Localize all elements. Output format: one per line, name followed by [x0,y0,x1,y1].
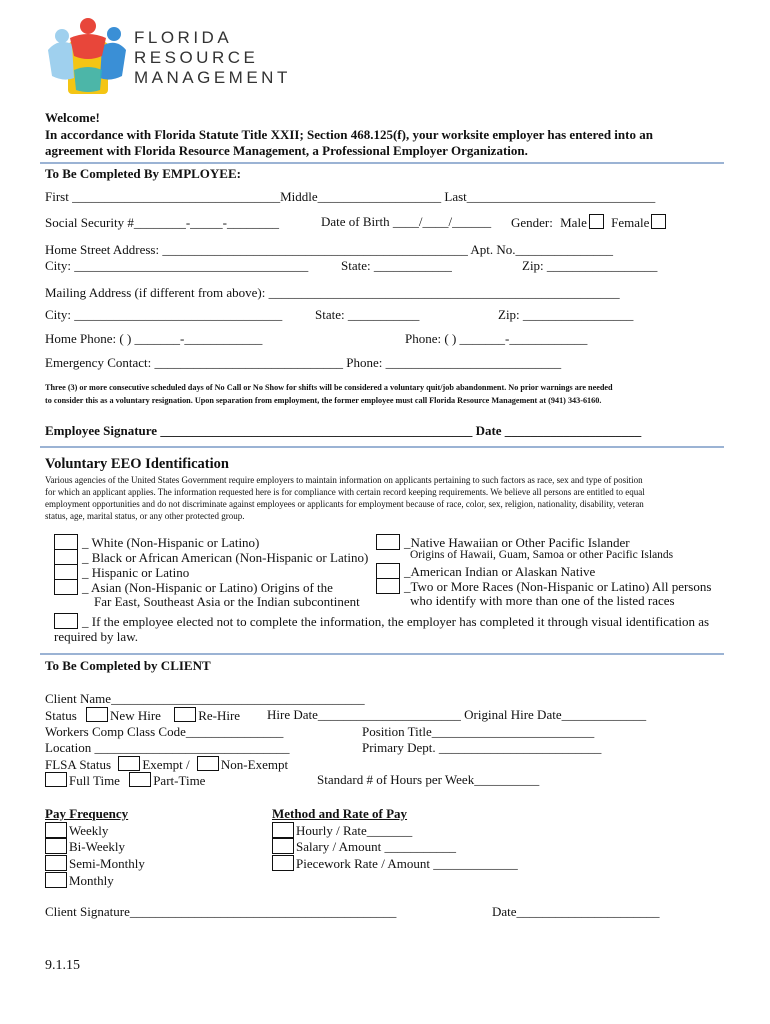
statement-line-1: In accordance with Florida Statute Title XXII; Section 468.125(f), your worksite employer has entered into an [45,127,653,142]
welcome-text: Welcome! [45,110,100,125]
biweekly-checkbox[interactable] [45,838,67,854]
weekly-checkbox[interactable] [45,822,67,838]
visual-id-checkbox[interactable] [54,613,78,629]
non-exempt-checkbox[interactable] [197,756,219,771]
rehire-label: Re-Hire [198,708,241,723]
hawaiian-label: _Native Hawaiian or Other Pacific Islander [404,535,630,550]
status-label: Status [45,708,77,723]
logo-line-1: FLORIDA [134,28,233,47]
position-title-field[interactable]: Position Title_________________________ [362,724,595,739]
ssn-field[interactable]: Social Security #________-_____-________ [45,215,279,230]
male-checkbox[interactable] [589,214,604,229]
semimonthly-checkbox[interactable] [45,855,67,871]
status-row [45,707,240,724]
two-or-more-checkbox[interactable] [376,578,400,594]
pay-frequency-heading: Pay Frequency [45,806,129,821]
visual-id-label: _ If the employee elected not to complete the information, the employer has completed it through visual identification as [82,614,710,629]
name-row[interactable]: First ________________________________Middle___________________ Last_____________________________ [45,189,656,204]
divider [40,653,724,655]
hispanic-label: _ Hispanic or Latino [82,565,190,580]
hourly-label: Hourly / Rate_______ [296,823,413,838]
eeo-paragraph-line-1: Various agencies of the United States Government require employers to maintain information on applicants pertaining to such factors as race, sex and type of position [45,475,643,485]
emergency-contact-field[interactable]: Emergency Contact: _____________________________ Phone: ___________________________ [45,355,562,370]
home-street-field[interactable]: Home Street Address: _______________________________________________ Apt. No._______________ [45,242,614,257]
piecework-checkbox[interactable] [272,855,294,871]
two-or-more-label-cont: who identify with more than one of the listed races [410,593,675,608]
pay-piecework [272,855,518,872]
visual-id-label-cont: required by law. [54,629,138,644]
employment-type-row [45,772,205,789]
part-time-checkbox[interactable] [129,772,151,787]
female-label: Female [611,215,650,230]
eeo-paragraph-line-2: for which an applicant applies. The information requested here is for compliance with certain record keeping requirements. We believe all persons are entitled to equal [45,487,645,497]
employee-section-heading: To Be Completed By EMPLOYEE: [45,166,241,181]
zip-field[interactable]: Zip: _________________ [522,258,658,273]
mailing-zip-field[interactable]: Zip: _________________ [498,307,634,322]
hawaiian-label-cont: Origins of Hawaii, Guam, Samoa or other Pacific Islands [410,549,674,561]
full-time-checkbox[interactable] [45,772,67,787]
non-exempt-label: Non-Exempt [220,757,289,772]
salary-label: Salary / Amount ___________ [296,839,456,854]
new-hire-checkbox[interactable] [86,707,108,722]
asian-label: _ Asian (Non-Hispanic or Latino) Origins of the [82,580,333,595]
employee-signature-field[interactable]: Employee Signature ________________________________________________ Date _____________________ [45,423,642,438]
statement-line-2: agreement with Florida Resource Management, a Professional Employer Organization. [45,143,528,158]
biweekly-label: Bi-Weekly [69,839,125,854]
state-field[interactable]: State: ____________ [341,258,452,273]
hispanic-checkbox[interactable] [54,564,78,580]
male-label: Male [560,215,587,230]
weekly-label: Weekly [69,823,109,838]
company-logo [44,16,291,96]
hawaiian-checkbox[interactable] [376,534,400,550]
gender-label: Gender: [511,215,553,230]
client-date-field[interactable]: Date______________________ [492,904,660,919]
dob-field[interactable]: Date of Birth ____/____/______ [321,214,492,229]
standard-hours-field[interactable]: Standard # of Hours per Week__________ [317,772,540,787]
native-label: _American Indian or Alaskan Native [404,564,596,579]
divider [40,162,724,164]
white-checkbox[interactable] [54,534,78,550]
hourly-checkbox[interactable] [272,822,294,838]
piecework-label: Piecework Rate / Amount _____________ [296,856,518,871]
client-name-field[interactable]: Client Name_______________________________________ [45,691,365,706]
full-time-label: Full Time [69,773,120,788]
black-checkbox[interactable] [54,549,78,565]
native-checkbox[interactable] [376,563,400,579]
workers-comp-field[interactable]: Workers Comp Class Code_______________ [45,724,284,739]
new-hire-label: New Hire [110,708,161,723]
monthly-checkbox[interactable] [45,872,67,888]
city-field[interactable]: City: ____________________________________ [45,258,309,273]
asian-label-cont: Far East, Southeast Asia or the Indian subcontinent [94,594,360,609]
eeo-heading: Voluntary EEO Identification [45,456,229,472]
eeo-paragraph-line-4: status, age, marital status, or any other protected group. [45,511,245,521]
primary-dept-field[interactable]: Primary Dept. _________________________ [362,740,602,755]
gender-group [511,214,668,231]
no-show-notice-line-1: Three (3) or more consecutive scheduled days of No Call or No Show for shifts will be considered a voluntary quit/job abandonment. No prior warnings are needed [45,383,613,392]
phone-field[interactable]: Phone: ( ) _______-____________ [405,331,588,346]
location-field[interactable]: Location ______________________________ [45,740,290,755]
rehire-checkbox[interactable] [174,707,196,722]
logo-mark [44,16,130,94]
exempt-label: Exempt / [142,757,190,772]
form-version: 9.1.15 [45,958,80,973]
client-section-heading: To Be Completed by CLIENT [45,658,211,673]
pay-biweekly [45,838,125,855]
monthly-label: Monthly [69,873,114,888]
pay-semimonthly [45,855,145,872]
exempt-checkbox[interactable] [118,756,140,771]
logo-line-3: MANAGEMENT [134,68,291,87]
pay-monthly [45,872,114,889]
hire-date-fields[interactable]: Hire Date______________________ Original Hire Date_____________ [267,707,647,722]
salary-checkbox[interactable] [272,838,294,854]
client-signature-field[interactable]: Client Signature_________________________________________ [45,904,397,919]
white-label: _ White (Non-Hispanic or Latino) [82,535,260,550]
flsa-label: FLSA Status [45,757,112,772]
home-phone-field[interactable]: Home Phone: ( ) _______-____________ [45,331,263,346]
female-checkbox[interactable] [651,214,666,229]
two-or-more-label: _Two or More Races (Non-Hispanic or Latino) All persons [404,579,712,594]
eeo-paragraph-line-3: employment opportunities and do not discriminate against employees or applicants for employment because of race, color, sex, religion, nationality, disability, veteran [45,499,644,509]
mailing-state-field[interactable]: State: ___________ [315,307,420,322]
divider [40,446,724,448]
mailing-city-field[interactable]: City: ________________________________ [45,307,283,322]
pay-weekly [45,822,108,839]
mailing-address-field[interactable]: Mailing Address (if different from above): ______________________________________________________ [45,285,620,300]
semimonthly-label: Semi-Monthly [69,856,145,871]
asian-checkbox[interactable] [54,579,78,595]
pay-salary [272,838,456,855]
visual-id-option [54,613,709,630]
no-show-notice-line-2: to consider this as a voluntary resignation. Upon separation from employment, the former employee must call Florida Resource Management at (941) 343-6160. [45,396,602,405]
part-time-label: Part-Time [153,773,206,788]
black-label: _ Black or African American (Non-Hispanic or Latino) [82,550,369,565]
pay-hourly [272,822,412,839]
logo-line-2: RESOURCE [134,48,259,67]
flsa-row [45,756,288,773]
method-rate-heading: Method and Rate of Pay [272,806,408,821]
